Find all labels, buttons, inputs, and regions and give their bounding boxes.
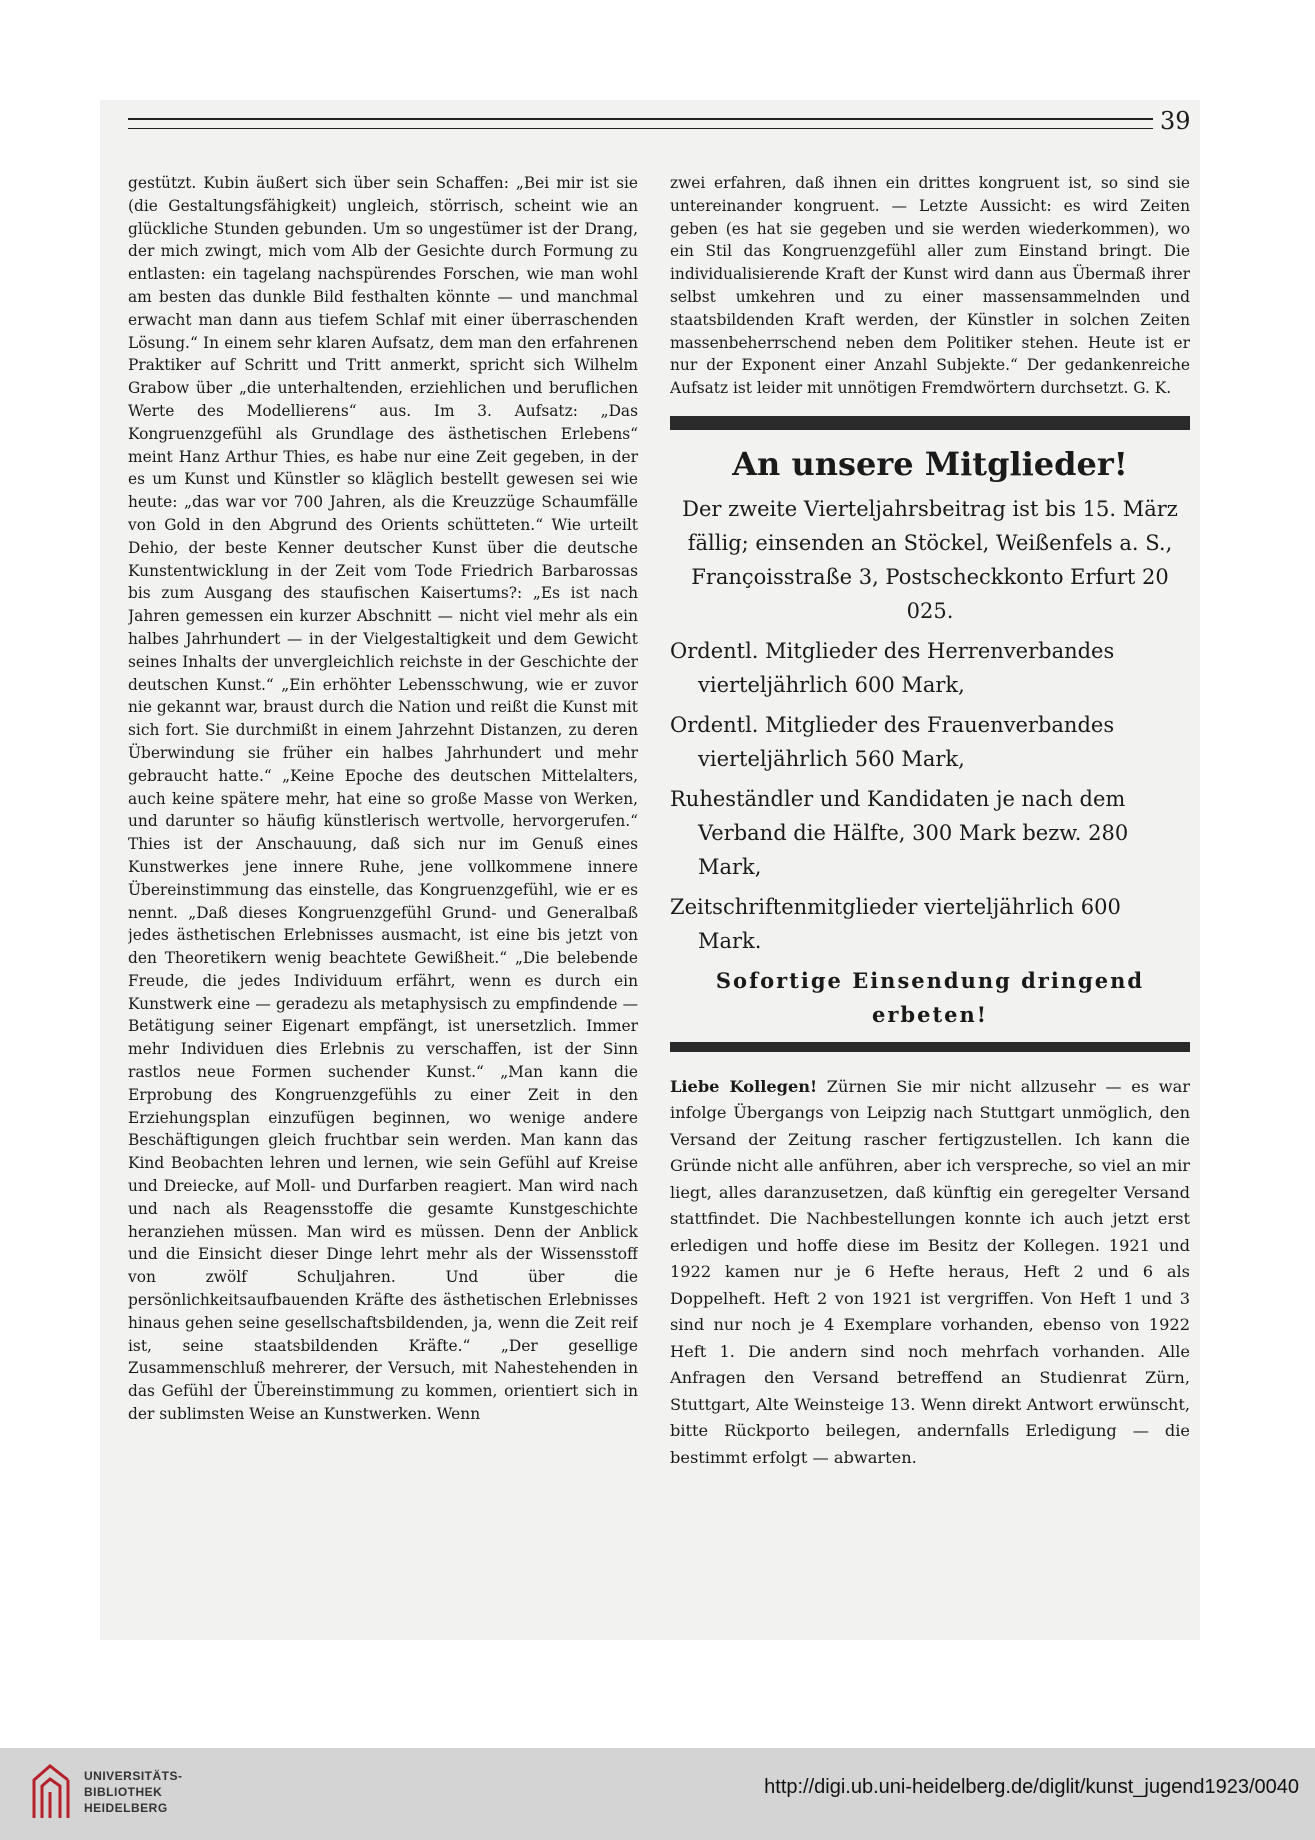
notice-item-frauen: Ordentl. Mitglieder des Frauenverbandes vierteljährlich 560 Mark, (670, 712, 1115, 771)
right-column (670, 172, 1190, 1612)
notice-item-zeitschrift: Zeitschriftenmitglieder vierteljährlich 600 Mark. (670, 894, 1121, 953)
letter-text: Zürnen Sie mir nicht allzusehr — es war infolge Übergangs von Leipzig nach Stuttgart unmöglich, den Versand der Zeitung rascher fertigzustellen. Ich kann die Gründe nicht alle anführen, aber ich verspreche, so viel an mir liegt, alles daranzusetzen, daß künftig ein geregelter Versand stattfindet. Die Nachbestellungen konnte ich auch jetzt erst erledigen und hoffe diese im Besitz der Kollegen. 1921 und 1922 kamen nur je 6 Hefte heraus, Heft 2 und 6 als Doppelheft. Heft 2 von 1921 ist vergriffen. Von Heft 1 und 3 sind nur noch je 4 Exemplare vorhanden, ebenso von 1922 Heft 1. Die andern sind noch mehrfach vorhanden. Alle Anfragen den Versand betreffend an Studienrat Zürn, Stuttgart, Alte Weinsteige 13. Wenn direkt Antwort erwünscht, bitte Rückporto beilegen, andernfalls Erledigung — die bestimmt erfolgt — abwarten. (670, 1076, 1190, 1467)
member-notice (670, 442, 1190, 1032)
notice-title: An unsere Mitglieder! (732, 444, 1128, 483)
logo-line-3: HEIDELBERG (84, 1801, 168, 1815)
left-column (128, 172, 638, 1612)
notice-top-rule (670, 416, 1190, 430)
notice-item-herren: Ordentl. Mitglieder des Herrenverbandes vierteljährlich 600 Mark, (670, 638, 1115, 697)
logo-line-2: BIBLIOTHEK (84, 1785, 163, 1799)
library-logo-text (84, 1768, 183, 1816)
logo-line-1: UNIVERSITÄTS- (84, 1769, 183, 1783)
ub-heidelberg-logo-icon (28, 1762, 74, 1820)
notice-bottom-rule (670, 1042, 1190, 1052)
notice-final: Sofortige Einsendung dringend erbeten! (715, 967, 1145, 1027)
notice-item-ruhestaendler: Ruheständler und Kandidaten je nach dem Verband die Hälfte, 300 Mark bezw. 280 Mark, (670, 786, 1129, 879)
page-number: 39 (1160, 107, 1191, 135)
source-url-link[interactable]: http://digi.ub.uni-heidelberg.de/diglit/kunst_jugend1923/0040 (764, 1776, 1299, 1798)
left-column-text: gestützt. Kubin äußert sich über sein Schaffen: „Bei mir ist sie (die Gestaltungsfähigkeit) ungleich, störrisch, scheint wie an glückliche Stunden gebunden. Um so ungestümer ist der Drang, der mich zwingt, mich vom Alb der Gesichte durch Formung zu entlasten: ein tagelang nachspürendes Forschen, wie man wohl am besten das dunkle Bild festhalten könnte — und manchmal erwacht man dann aus tiefem Schlaf mit einer überraschenden Lösung.“ In einem sehr klaren Aufsatz, dem man den erfahrenen Praktiker auf Schritt und Tritt anmerkt, spricht sich Wilhelm Grabow über „die unterhaltenden, erziehlichen und beruflichen Werte des Modellierens“ aus. Im 3. Aufsatz: „Das Kongruenzgefühl als Grundlage des ästhetischen Erlebens“ meint Hanz Arthur Thies, es habe nur eine Zeit gegeben, in der es um Kunst und Künstler so kläglich bestellt gewesen sei wie heute: „das war vor 700 Jahren, als die Kreuzzüge Schaumfälle von Gold in den Abgrund des Orients schütteten.“ Wie urteilt Dehio, der beste Kenner deutscher Kunst über die deutsche Kunstentwicklung in der Zeit vom Tode Friedrich Barbarossas bis zum Ausgang des staufischen Kaisertums?: „Es ist nach Jahren gemessen ein kurzer Abschnitt — nicht viel mehr als ein halbes Jahrhundert — in der Vielgestaltigkeit und dem Gewicht seines Inhalts der unvergleichlich reichste in der Geschichte der deutschen Kunst.“ „Ein erhöhter Lebensschwung, wie er zuvor nie gekannt war, braust durch die Nation und reißt die Kunst mit sich fort. Sie durchmißt in einem Jahrzehnt Distanzen, zu deren Überwindung sie früher ein halbes Jahrhundert und mehr gebraucht hatte.“ „Keine Epoche des deutschen Mittelalters, auch keine spätere mehr, hat eine so große Masse von Werken, und darunter so häufig künstlerisch wertvolle, hervorgerufen.“ Thies ist der Anschauung, daß sich nur im Genuß eines Kunstwerkes jene innere Ruhe, jene vollkommene innere Übereinstimmung das einstelle, das Kongruenzgefühl, wie er es nennt. „Daß dieses Kongruenzgefühl Grund- und Generalbaß jedes ästhetischen Erlebnisses ausmacht, ist eine bis jetzt von den Theoretikern wenig beachtete Gewißheit.“ „Die belebende Freude, die jedes Individuum erfährt, wenn es durch ein Kunstwerk eine — geradezu als metaphysisch zu empfindende — Betätigung seiner Eigenart empfängt, ist unersetzlich. Immer mehr Individuen dies Erlebnis zu verschaffen, ist der Sinn rastlos neue Formen suchender Kunst.“ „Man kann die Erprobung des Kongruenzgefühls zu einer Zeit in den Erziehungsplan einzufügen beginnen, wo wenige andere Beschäftigungen gleich fruchtbar sein werden. Man kann das Kind Beobachten lehren und lernen, wie sein Gefühl auf Kreise und Dreiecke, auf Moll- und Durfarben reagiert. Man wird nach und nach als Reagensstoffe die gesamte Kunstgeschichte heranziehen müssen. Man wird es müssen. Denn der Anblick und die Einsicht dieser Dinge lehrt mehr als der Wissensstoff von zwölf Schuljahren. Und über die persönlichkeitsaufbauenden Kräfte des ästhetischen Erlebnisses hinaus gehen seine gesellschaftsbildenden, ja, wenn die Zeit reif ist, seine staatsbildenden Kräfte.“ „Der gesellige Zusammenschluß mehrerer, der Versuch, mit Nahestehenden in das Gefühl der Übereinstimmung zu kommen, orientiert sich in der sublimsten Weise an Kunstwerken. Wenn (128, 174, 638, 1424)
right-column-top-text: zwei erfahren, daß ihnen ein drittes kongruent ist, so sind sie untereinander kongruent. — Letzte Aussicht: es wird Zeiten geben (es hat sie gegeben und sie werden wiederkommen), wo ein Stil das Kongruenzgefühl aller zum Einstand bringt. Die individualisierende Kraft der Kunst wird dann aus Übermaß ihrer selbst umkehren und zu einer massensammelnden und staatsbildenden Kraft werden, der Künstler in solchen Zeiten massenbeherrschend neben dem Politiker stehen. Heute ist er nur der Exponent einer Anzahl Subjekte.“ Der gedankenreiche Aufsatz ist leider mit unnötigen Fremdwörtern durchsetzt. G. K. (670, 174, 1190, 398)
letter-greeting: Liebe Kollegen! (670, 1076, 818, 1096)
header-rule (128, 118, 1153, 129)
notice-body (670, 492, 1190, 1032)
letter (670, 1074, 1190, 1472)
notice-lead: Der zweite Vierteljahrsbeitrag ist bis 15. März fällig; einsenden an Stöckel, Weißenfels a. S., Françoisstraße 3, Postscheckkonto Erfurt 20 025. (682, 496, 1178, 623)
footer-bar (0, 1748, 1315, 1840)
